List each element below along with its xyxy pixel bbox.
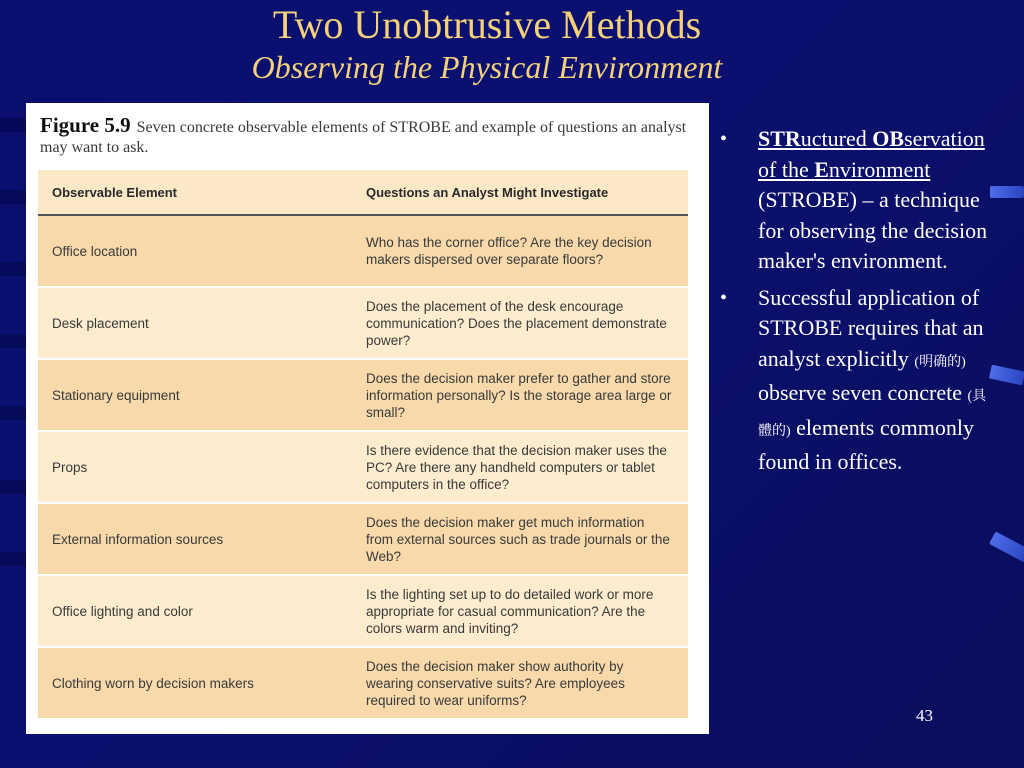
figure-caption-text: Seven concrete observable elements of STROBE and example of questions an analyst may want to ask.	[40, 119, 687, 156]
table-row	[38, 215, 688, 287]
background-stripe	[0, 406, 26, 420]
table-row	[38, 359, 688, 431]
figure-panel	[26, 103, 709, 734]
bullet-text: elements commonly found in offices.	[758, 414, 974, 474]
background-stripe	[0, 552, 26, 566]
bullet-strobe-requirement	[718, 283, 993, 478]
strobe-expansion	[758, 126, 985, 182]
slide-subtitle: Observing the Physical Environment	[251, 49, 723, 85]
acronym-letters-str: STR	[758, 126, 801, 151]
acronym-word-rest: nvironment	[828, 156, 931, 182]
observable-element: Props	[38, 431, 352, 503]
column-header-element: Observable Element	[38, 170, 352, 215]
observable-element: Office lighting and color	[38, 575, 352, 647]
analyst-question: Who has the corner office? Are the key decision makers dispersed over separate floors?	[352, 215, 688, 287]
figure-label: Figure 5.9	[40, 113, 131, 137]
background-stripe	[0, 190, 26, 204]
table-header-row	[38, 170, 688, 215]
table-row	[38, 647, 688, 719]
slide-header	[0, 0, 974, 86]
acronym-word-rest: servation of the	[758, 126, 985, 182]
analyst-question: Does the decision maker get much information from external sources such as trade journals or the Web?	[352, 503, 688, 575]
acronym-letters-e: E	[814, 156, 829, 182]
background-stripe	[0, 480, 26, 494]
background-accent	[989, 531, 1024, 562]
background-stripe	[0, 118, 26, 132]
column-header-questions: Questions an Analyst Might Investigate	[352, 170, 688, 215]
table-row	[38, 287, 688, 359]
bullet-list	[718, 124, 993, 484]
acronym-letters-ob: OB	[872, 126, 905, 151]
bullet-text: observe seven concrete	[758, 380, 968, 405]
chinese-gloss: (明确的)	[914, 354, 966, 370]
background-stripe	[0, 262, 26, 276]
bullet-text: (STROBE) – a technique for observing the decision maker's environment.	[758, 187, 988, 273]
background-accent	[989, 365, 1024, 386]
acronym-word-rest: uctured	[800, 126, 867, 151]
analyst-question: Is there evidence that the decision maker uses the PC? Are there any handheld computers or tablet computers in the office?	[352, 431, 688, 503]
table-row	[38, 503, 688, 575]
table-row	[38, 431, 688, 503]
strobe-table	[38, 170, 688, 720]
observable-element: Stationary equipment	[38, 359, 352, 431]
table-row	[38, 575, 688, 647]
chinese-gloss: (具體的)	[758, 389, 987, 439]
observable-element: Office location	[38, 215, 352, 287]
observable-element: External information sources	[38, 503, 352, 575]
bullet-strobe-definition	[718, 124, 993, 277]
analyst-question: Is the lighting set up to do detailed work or more appropriate for casual communication? Are the colors warm and inviting?	[352, 575, 688, 647]
background-accent	[990, 186, 1024, 198]
bullet-text: Successful application of STROBE requires that an analyst explicitly	[758, 284, 984, 371]
analyst-question: Does the placement of the desk encourage communication? Does the placement demonstrate power?	[352, 287, 688, 359]
slide-title: Two Unobtrusive Methods	[272, 2, 702, 47]
observable-element: Clothing worn by decision makers	[38, 647, 352, 719]
background-stripe	[0, 334, 26, 348]
observable-element: Desk placement	[38, 287, 352, 359]
analyst-question: Does the decision maker prefer to gather and store information personally? Is the storage area large or small?	[352, 359, 688, 431]
page-number: 43	[916, 706, 933, 725]
analyst-question: Does the decision maker show authority by wearing conservative suits? Are employees required to wear uniforms?	[352, 647, 688, 719]
figure-caption	[40, 115, 690, 158]
